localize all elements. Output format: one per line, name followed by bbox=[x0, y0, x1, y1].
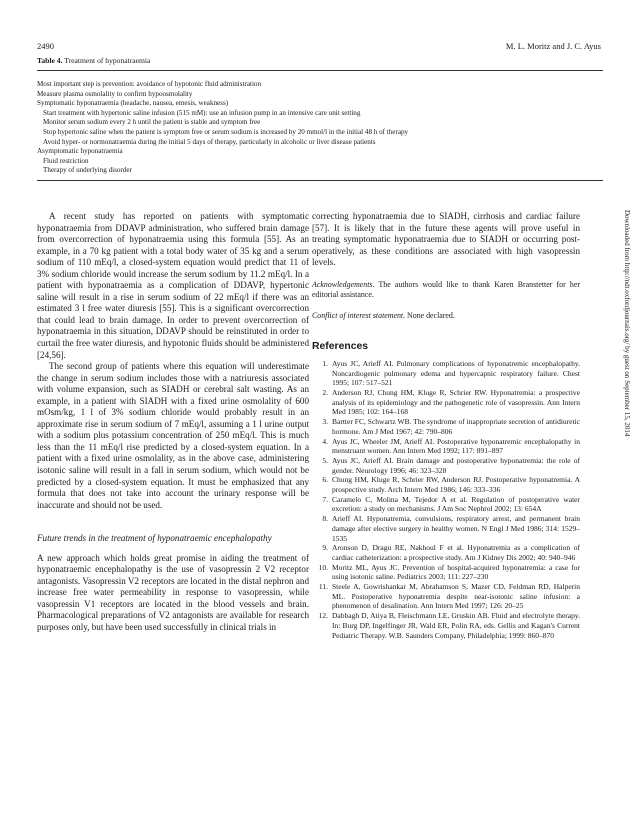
reference-text: Ayus JC, Arieff AI. Brain damage and postoperative hyponatremia: the role of gender. Neurology 1996; 46: 323–328 bbox=[332, 455, 580, 475]
reference-number: 4. bbox=[322, 436, 328, 446]
treatment-table bbox=[37, 80, 603, 176]
reference-item bbox=[312, 475, 580, 494]
reference-item bbox=[312, 388, 580, 417]
table-row: Avoid hyper- or normonatraemia during the initial 5 days of therapy, particularly in alcoholic or liver disease patients bbox=[43, 137, 376, 146]
reference-text: Aronson D, Dragu RE, Nakhoul F et al. Hyponatremia as a complication of cardiac catheterization: a prospective study. Am J Kidney Dis 2002; 40: 940–946 bbox=[332, 543, 580, 562]
left-column bbox=[37, 211, 309, 634]
reference-text: Steele A, Gowrishankar M, Abrahamson S, Mazer CD, Feldman RD, Halperin ML. Postoperative hyponatremia despite near-isotonic saline infusion: a phenomenon of desalination. Ann Intern Med 1997; 126: 20–25 bbox=[332, 582, 580, 611]
reference-text: Bartter FC, Schwartz WB. The syndrome of inappropriate secretion of antidiuretic hormone. Am J Med 1967; 42: 790–806 bbox=[332, 417, 580, 436]
reference-item bbox=[312, 582, 580, 611]
table-row: Therapy of underlying disorder bbox=[43, 166, 132, 175]
table-row: Fluid restriction bbox=[43, 156, 89, 165]
page-number: 2490 bbox=[37, 41, 54, 51]
reference-number: 10. bbox=[318, 562, 328, 572]
conflict-of-interest bbox=[312, 311, 580, 321]
running-header-authors: M. L. Moritz and J. C. Ayus bbox=[505, 41, 601, 51]
table-caption bbox=[37, 56, 150, 65]
reference-text: Ayus JC, Arieff AI. Pulmonary complications of hyponatremic encephalopathy. Noncardiogenic pulmonary edema and hypercapnic respiratory failure. Chest 1995; 107: 517–521 bbox=[332, 358, 580, 388]
conflict-text: None declared. bbox=[405, 311, 455, 321]
table-row: Start treatment with hypertonic saline infusion (515 mM): use an infusion pump in an intensive care unit setting bbox=[43, 108, 361, 117]
reference-item bbox=[312, 514, 580, 543]
section-title: Future trends in the treatment of hyponatraemic encephalopathy bbox=[37, 533, 272, 544]
table-row: Stop hypertonic saline when the patient is symptom free or serum sodium is increased by 20 mmol/l in the initial 48 h of therapy bbox=[43, 127, 409, 136]
body-paragraph: A recent study has reported on patients with symptomatic hyponatraemia from DDAVP administration, who suffered brain damage from overcorrection of hyponatraemia using this formula [55]. As an example, in a 70 kg patient with a total body water of 35 kg and a serum sodium of 110 mEq/l, a closed-system equation would predict that 11 of 3% sodium chloride would increase the serum sodium by 11.2 mEq/l. In a patient with hyponatraemia as a complication of DDAVP, hypertonic saline will result in a rise in serum sodium of 22 mEq/l if there was an estimated 3 l free water diuresis [55]. This is a significant overcorrection that could lead to brain damage. In order to prevent overcorrection of hyponatraemia in this situation, DDAVP should be reinstituted in order to curtail the free water diuresis, and hypotonic fluids should be administered [24,56]. bbox=[37, 211, 309, 360]
reference-number: 1. bbox=[322, 358, 328, 368]
right-column bbox=[312, 211, 580, 640]
reference-text: Caramelo C, Molina M, Tejedor A et al. Regulation of postoperative water excretion: a study on mechanisms. J Am Soc Nephrol 2002; 13: 654A bbox=[332, 494, 580, 514]
reference-text: Anderson RJ, Chung HM, Kluge R, Schrier RW. Hyponatremia: a prospective analysis of its epidemiology and the pathogenetic role of vasopressin. Ann Intern Med 1985; 102: 164–168 bbox=[332, 388, 580, 417]
acknowledgements-label: Acknowledgements. bbox=[312, 279, 375, 289]
reference-number: 8. bbox=[322, 514, 328, 524]
body-paragraph: The second group of patients where this equation will underestimate the change in serum sodium includes those with a natriuresis associated with volume expansion, such as SIADH or cerebral salt wasting. As an example, in a patient with SIADH with a fixed urine osmolality of 600 mOsm/kg, 1 l of 3% sodium chloride would probably result in an approximate rise in serum sodium of 7 mEq/l, assuming a 1 l urine output with a sodium plus potassium concentration of 250 mEq/l. This is much less than the 11 mEq/l rise predicted by a closed-system equation. In a patient with a fixed urine osmolality, as in the above case, administering isotonic saline will result in a fall in serum sodium, which would not be predicted by a closed-system equation. It must be emphasized that any formula that does not take into account the urinary response will be inaccurate and should not be used. bbox=[37, 361, 309, 510]
reference-text: Dabbagh D, Atiya B, Fleischmann LE, Gruskin AB. Fluid and electrolyte therapy. In: Burg DP, Ingelfinger JR, Wald ER, Polin RA, eds. Gellis and Kagan's Current Pediatric Therapy. W.B. Saunders Company, Philadelphia; 1999: 860–870 bbox=[332, 611, 580, 640]
references-heading: References bbox=[312, 341, 369, 353]
table-row: Symptomatic hyponatraemia (headache, nausea, emesis, weakness) bbox=[37, 99, 229, 108]
table-label: Table 4. bbox=[37, 56, 63, 65]
table-row: Asymptomatic hyponatraemia bbox=[37, 147, 123, 156]
reference-item bbox=[312, 417, 580, 436]
reference-number: 6. bbox=[322, 475, 328, 485]
reference-number: 11. bbox=[318, 582, 328, 592]
table-bottom-rule bbox=[37, 180, 603, 181]
table-top-rule bbox=[37, 70, 603, 71]
reference-item bbox=[312, 611, 580, 640]
reference-item bbox=[312, 437, 580, 456]
reference-item bbox=[312, 359, 580, 388]
table-row: Measure plasma osmolality to confirm hypoosmolality bbox=[37, 89, 193, 98]
download-watermark: Downloaded from http://ndt.oxfordjournals.org/ by guest on September 15, 2014 bbox=[623, 210, 631, 437]
acknowledgements bbox=[312, 280, 580, 300]
references-list bbox=[312, 359, 580, 640]
reference-item bbox=[312, 495, 580, 514]
reference-number: 2. bbox=[322, 388, 328, 397]
table-row: Most important step is prevention: avoidance of hypotonic fluid administration bbox=[37, 80, 262, 88]
reference-number: 9. bbox=[322, 543, 328, 553]
body-paragraph: A new approach which holds great promise in aiding the treatment of hyponatraemic encephalopathy is the use of vasopressin 2 V2 receptor antagonists. Vasopressin V2 receptors are located in the distal nephron and increase free water permeability in response to vasopressin, while vasopressin V1 receptors are located in the blood vessels and brain. Pharmacological preparations of V2 antagonists are available for research purposes only, but have been used successfully in clinical trials in bbox=[37, 552, 309, 632]
acknowledgements-text: The authors would like to thank Karen Branstetter for her editorial assistance. bbox=[312, 279, 580, 299]
reference-number: 5. bbox=[322, 455, 328, 465]
conflict-label: Conflict of interest statement. bbox=[312, 311, 406, 321]
reference-number: 3. bbox=[322, 417, 328, 427]
reference-item bbox=[312, 456, 580, 475]
table-row: Monitor serum sodium every 2 h until the patient is stable and symptom free bbox=[43, 118, 261, 127]
reference-item bbox=[312, 543, 580, 562]
reference-text: Moritz ML, Ayus JC. Prevention of hospital-acquired hyponatremia: a case for using isotonic saline. Pediatrics 2003; 111: 227–230 bbox=[332, 562, 580, 582]
reference-text: Chung HM, Kluge R, Schrier RW, Anderson RJ. Postoperative hyponatremia. A prospective study. Arch Intern Med 1986; 146: 333–336 bbox=[332, 475, 580, 495]
body-paragraph: correcting hyponatraemia due to SIADH, cirrhosis and cardiac failure [57]. It is likely that in the future these agents will prove useful in treating symptomatic hyponatraemia due to SIADH or occurring post-operatively, as these conditions are associated with high vasopressin levels. bbox=[312, 211, 580, 268]
reference-number: 7. bbox=[322, 494, 328, 504]
reference-text: Arieff AI. Hyponatremia, convulsions, respiratory arrest, and permanent brain damage after elective surgery in healthy women. N Engl J Med 1986; 314: 1529–1535 bbox=[332, 514, 580, 543]
table-title: Treatment of hyponatraemia bbox=[64, 56, 151, 65]
reference-item bbox=[312, 563, 580, 582]
reference-text: Ayus JC, Wheeler JM, Arieff AI. Postoperative hyponatremic encephalopathy in menstruant women. Ann Intern Med 1992; 117: 891–897 bbox=[332, 436, 580, 456]
reference-number: 12. bbox=[318, 611, 328, 621]
